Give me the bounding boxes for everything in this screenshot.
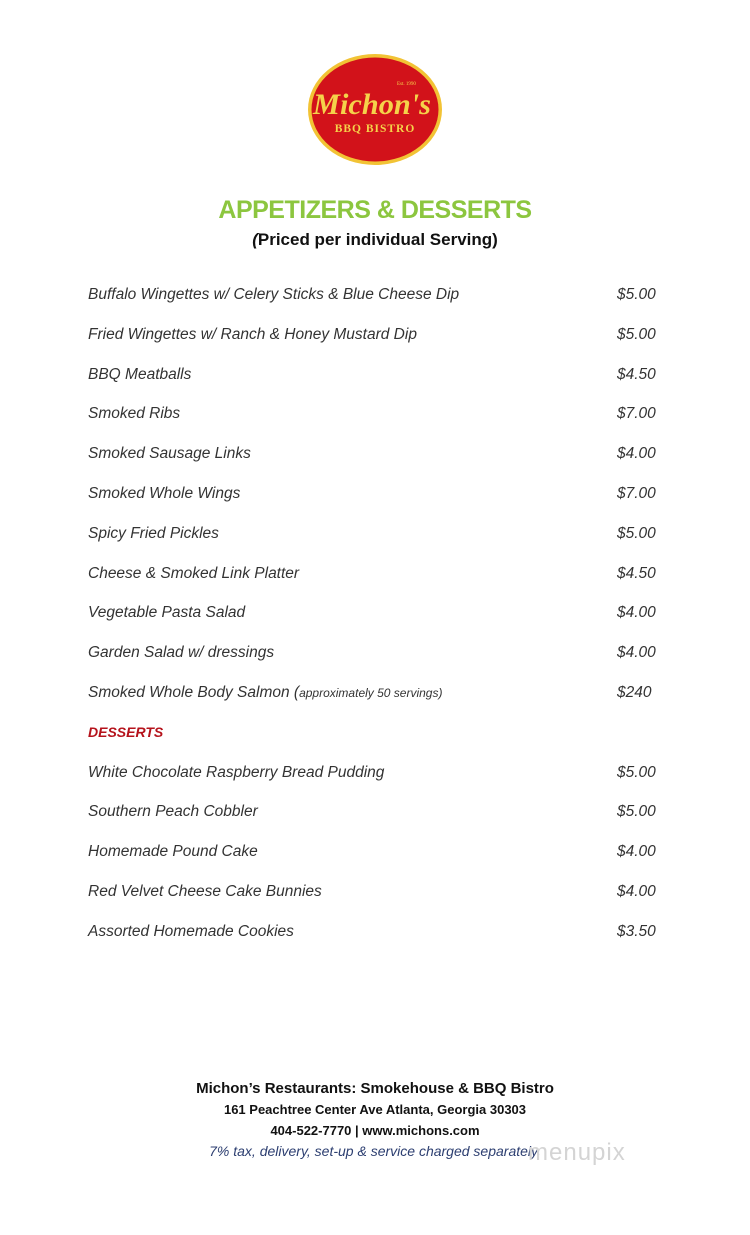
item-price: $4.50	[617, 564, 656, 582]
menu-item	[88, 477, 663, 517]
item-name: Smoked Whole Wings	[88, 484, 241, 502]
menu-item	[88, 437, 663, 477]
item-name: Buffalo Wingettes w/ Celery Sticks & Blue Cheese Dip	[88, 286, 460, 303]
item-name: Assorted Homemade Cookies	[88, 922, 294, 940]
menu-item	[88, 835, 663, 875]
item-price: $7.00	[617, 484, 656, 502]
subtitle-paren: (	[252, 230, 258, 249]
menu-item	[88, 756, 663, 796]
item-price: $4.00	[617, 843, 656, 861]
desserts-heading	[88, 716, 663, 756]
menu-item	[88, 517, 663, 557]
footer-address: 161 Peachtree Center Ave Atlanta, Georgia 30303	[223, 1102, 527, 1117]
footer-contact: 404-522-7770 | www.michons.com	[270, 1123, 480, 1138]
menu-item	[88, 596, 663, 636]
item-price: $4.00	[617, 644, 656, 662]
item-price: $240	[617, 683, 652, 701]
item-name	[88, 684, 442, 702]
item-price: $4.00	[617, 604, 656, 622]
item-price: $5.00	[617, 524, 656, 542]
menu-item	[88, 278, 663, 318]
menu-item	[88, 636, 663, 676]
item-price: $5.00	[617, 803, 656, 821]
item-name: Garden Salad w/ dressings	[88, 644, 275, 662]
item-name: Red Velvet Cheese Cake Bunnies	[88, 882, 322, 900]
menu-item	[88, 875, 663, 915]
item-name: Vegetable Pasta Salad	[88, 604, 246, 622]
michons-logo	[306, 52, 444, 167]
item-name: Spicy Fried Pickles	[88, 524, 219, 542]
item-price: $3.50	[617, 922, 656, 940]
logo-brand-text: Michon's	[311, 88, 431, 121]
item-name: White Chocolate Raspberry Bread Pudding	[88, 763, 385, 781]
item-name: Cheese & Smoked Link Platter	[88, 564, 300, 582]
footer-disclaimer: 7% tax, delivery, set-up & service charged separately.	[209, 1143, 541, 1159]
menu-item	[88, 358, 663, 398]
logo-est-text: Est. 1990	[397, 82, 416, 87]
item-price: $4.00	[617, 882, 656, 900]
menu-item	[88, 557, 663, 597]
item-price: $4.50	[617, 365, 656, 383]
menu-item	[88, 795, 663, 835]
item-name: Smoked Ribs	[88, 405, 181, 423]
page-title: APPETIZERS & DESSERTS	[218, 196, 532, 224]
item-name: BBQ Meatballs	[88, 365, 192, 383]
item-name-text: Smoked Whole Body Salmon (	[88, 683, 300, 701]
item-price: $7.00	[617, 405, 656, 423]
menu-item	[88, 397, 663, 437]
subtitle-text: Priced per individual Serving)	[257, 230, 498, 249]
item-note: approximately 50 servings)	[299, 685, 443, 700]
item-price: $5.00	[617, 286, 656, 303]
menupix-watermark: menupix	[528, 1139, 626, 1166]
footer-restaurant-name: Michon’s Restaurants: Smokehouse & BBQ Bistro	[196, 1080, 554, 1097]
item-price: $5.00	[617, 325, 656, 343]
section-title: DESSERTS	[88, 723, 164, 740]
item-price: $4.00	[617, 445, 656, 463]
item-name: Homemade Pound Cake	[88, 843, 258, 861]
menu-item	[88, 318, 663, 358]
menu-item	[88, 915, 663, 955]
page-subtitle	[0, 230, 750, 250]
item-name: Southern Peach Cobbler	[88, 803, 258, 821]
item-name: Smoked Sausage Links	[88, 445, 251, 463]
logo-tagline-text: BBQ BISTRO	[334, 123, 416, 135]
menu-list	[88, 278, 663, 955]
item-name: Fried Wingettes w/ Ranch & Honey Mustard Dip	[88, 325, 417, 343]
item-price: $5.00	[617, 763, 656, 781]
menu-item	[88, 676, 663, 716]
